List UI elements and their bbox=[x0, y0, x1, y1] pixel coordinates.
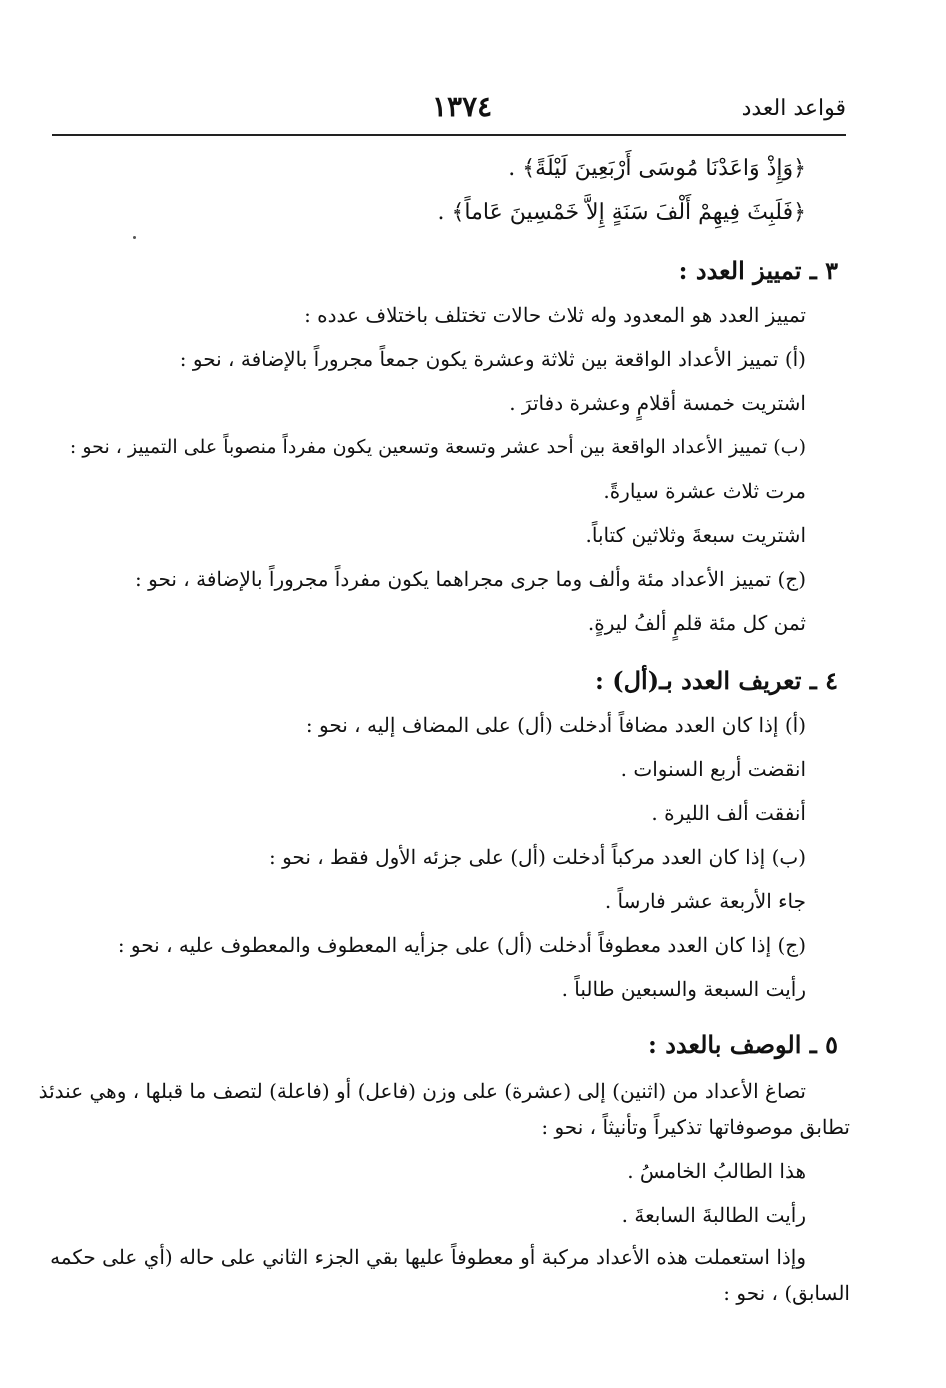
example-line: اشتريت خمسة أقلامٍ وعشرة دفاترَ . bbox=[509, 391, 806, 415]
paragraph-line: تطابق موصوفاتها تذكيراً وتأنيثاً ، نحو : bbox=[541, 1115, 850, 1139]
section-heading-3: ٣ ـ تمييز العدد : bbox=[678, 256, 838, 285]
paragraph-line: (ب) إذا كان العدد مركباً أدخلت (أل) على جزئه الأول فقط ، نحو : bbox=[268, 845, 806, 869]
paragraph-line: وإذا استعملت هذه الأعداد مركبة أو معطوفاً عليها بقي الجزء الثاني على حاله (أي على حكمه bbox=[50, 1245, 806, 1269]
paragraph-line: تمييز العدد هو المعدود وله ثلاث حالات تختلف باختلاف عدده : bbox=[304, 303, 806, 327]
paragraph-line: السابق) ، نحو : bbox=[723, 1281, 850, 1305]
page-number: ١٣٧٤ bbox=[432, 90, 493, 123]
quran-verse-2: ﴿فَلَبِثَ فِيهِمْ أَلْفَ سَنَةٍ إِلاَّ خَمْسِينَ عَاماً﴾ . bbox=[437, 200, 806, 225]
example-line: انقضت أربع السنوات . bbox=[620, 757, 806, 781]
paragraph-line: (ج) تمييز الأعداد مئة وألف وما جرى مجراهما يكون مفرداً مجروراً بالإضافة ، نحو : bbox=[135, 567, 806, 591]
header-rule bbox=[52, 134, 846, 136]
section-heading-4: ٤ ـ تعريف العدد بـ(أل) : bbox=[595, 666, 838, 695]
page-header bbox=[52, 88, 846, 128]
paragraph-line: (ج) إذا كان العدد معطوفاً أدخلت (أل) على جزأيه المعطوف والمعطوف عليه ، نحو : bbox=[117, 933, 806, 957]
paragraph-line: (أ) إذا كان العدد مضافاً أدخلت (أل) على المضاف إليه ، نحو : bbox=[305, 713, 806, 737]
running-title: قواعد العدد bbox=[741, 96, 846, 121]
quran-verse-1: ﴿وَإِذْ وَاعَدْنَا مُوسَى أَرْبَعِينَ لَيْلَةً﴾ . bbox=[508, 156, 806, 181]
example-line: رأيت الطالبةَ السابعةَ . bbox=[621, 1203, 806, 1227]
example-line: أنفقت ألف الليرة . bbox=[651, 801, 806, 825]
example-line: اشتريت سبعةَ وثلاثين كتاباً. bbox=[585, 523, 806, 547]
example-line: جاء الأربعة عشر فارساً . bbox=[604, 889, 806, 913]
example-line: رأيت السبعة والسبعين طالباً . bbox=[561, 977, 806, 1001]
example-line: ثمن كل مئة قلمٍ ألفُ ليرةٍ. bbox=[587, 611, 806, 635]
paragraph-line: (ب) تمييز الأعداد الواقعة بين أحد عشر وتسعة وتسعين يكون مفرداً منصوباً على التمييز ، نحو : bbox=[69, 436, 806, 458]
section-heading-5: ٥ ـ الوصف بالعدد : bbox=[648, 1030, 838, 1059]
example-line: مرت ثلاث عشرة سيارةً. bbox=[603, 479, 806, 503]
example-line: هذا الطالبُ الخامسُ . bbox=[627, 1159, 806, 1183]
paragraph-line: (أ) تمييز الأعداد الواقعة بين ثلاثة وعشرة يكون جمعاً مجروراً بالإضافة ، نحو : bbox=[179, 347, 806, 371]
paragraph-line: تصاغ الأعداد من (اثنين) إلى (عشرة) على وزن (فاعل) أو (فاعلة) لتصف ما قبلها ، وهي عندئذ bbox=[38, 1079, 806, 1103]
speck bbox=[133, 236, 136, 239]
